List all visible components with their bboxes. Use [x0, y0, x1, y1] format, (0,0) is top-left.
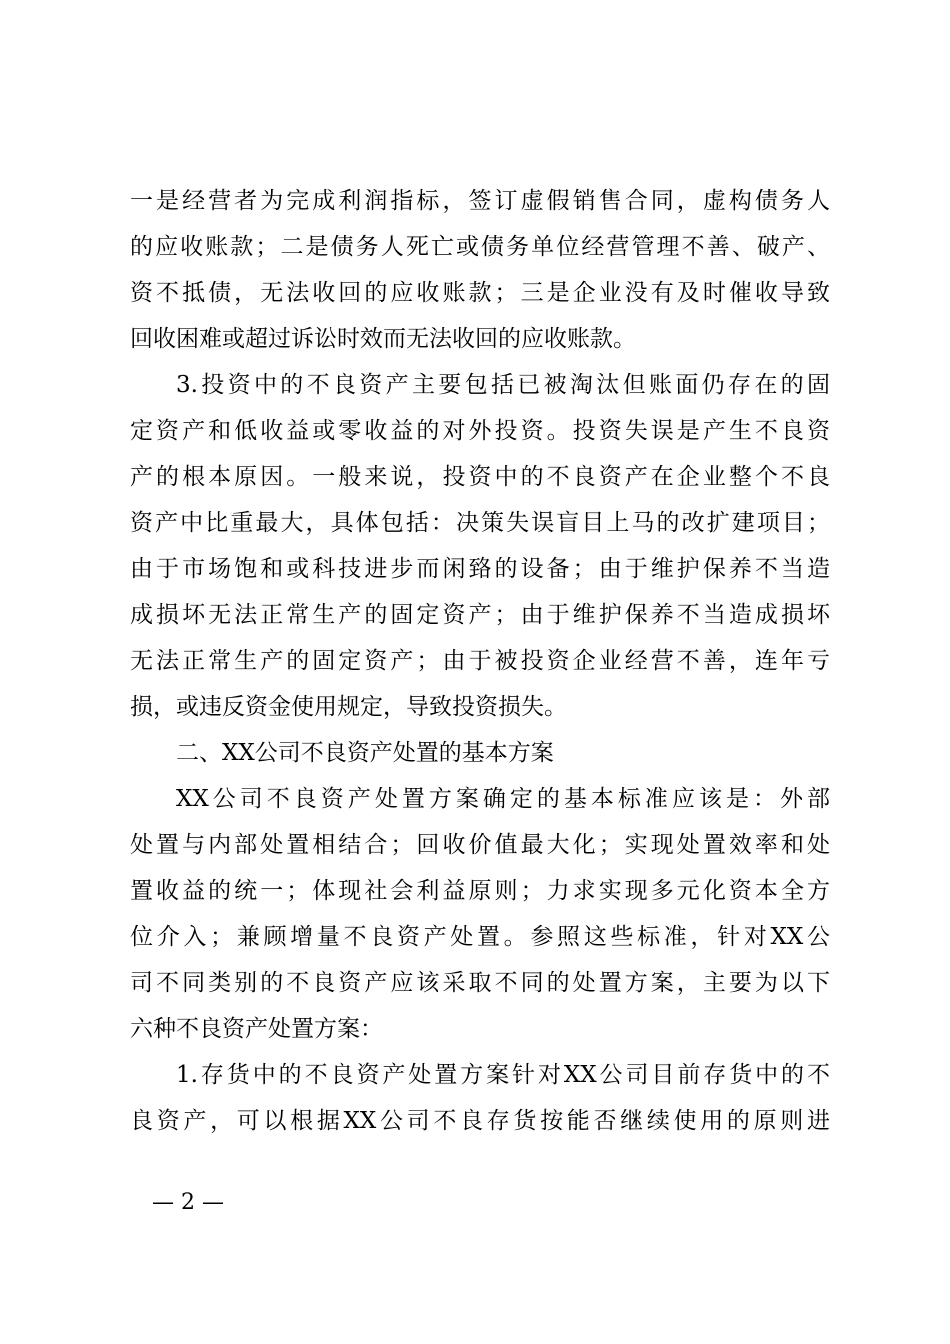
text-line: 资产中比重最大，具体包括：决策失误盲目上马的改扩建项目；	[130, 510, 830, 536]
text-line: 成损坏无法正常生产的固定资产；由于维护保养不当造成损坏	[130, 602, 830, 628]
text-line: 一是经营者为完成利润指标，签订虚假销售合同，虚构债务人	[130, 188, 830, 214]
text-line: 置收益的统一；体现社会利益原则；力求实现多元化资本全方	[130, 878, 830, 904]
text-line: 良资产，可以根据XX公司不良存货按能否继续使用的原则进	[130, 1108, 830, 1134]
text-line: 司不同类别的不良资产应该采取不同的处置方案，主要为以下	[130, 970, 830, 996]
text-line: 定资产和低收益或零收益的对外投资。投资失误是产生不良资	[130, 418, 830, 444]
text-line: 产的根本原因。一般来说，投资中的不良资产在企业整个不良	[130, 464, 830, 490]
page-number: — 2 —	[152, 1190, 224, 1215]
text-line: XX公司不良资产处置方案确定的基本标准应该是：外部	[176, 786, 830, 812]
text-line: 损，或违反资金使用规定，导致投资损失。	[130, 694, 567, 720]
text-line: 3.投资中的不良资产主要包括已被淘汰但账面仍存在的固	[176, 372, 830, 398]
text-line: 回收困难或超过诉讼时效而无法收回的应收账款。	[130, 326, 636, 352]
text-line: 六种不良资产处置方案：	[130, 1016, 383, 1042]
text-line: 由于市场饱和或科技进步而闲臵的设备；由于维护保养不当造	[130, 556, 830, 582]
text-line: 资不抵债，无法收回的应收账款；三是企业没有及时催收导致	[130, 280, 830, 306]
text-line: 处置与内部处置相结合；回收价值最大化；实现处置效率和处	[130, 832, 830, 858]
text-line: 无法正常生产的固定资产；由于被投资企业经营不善，连年亏	[130, 648, 830, 674]
text-line: 1.存货中的不良资产处置方案针对XX公司目前存货中的不	[176, 1062, 830, 1088]
text-line: 的应收账款；二是债务人死亡或债务单位经营管理不善、破产、	[130, 234, 830, 260]
section-heading-text: 二、XX公司不良资产处置的基本方案	[176, 740, 554, 766]
text-line: 位介入；兼顾增量不良资产处置。参照这些标准，针对XX公	[130, 924, 830, 950]
